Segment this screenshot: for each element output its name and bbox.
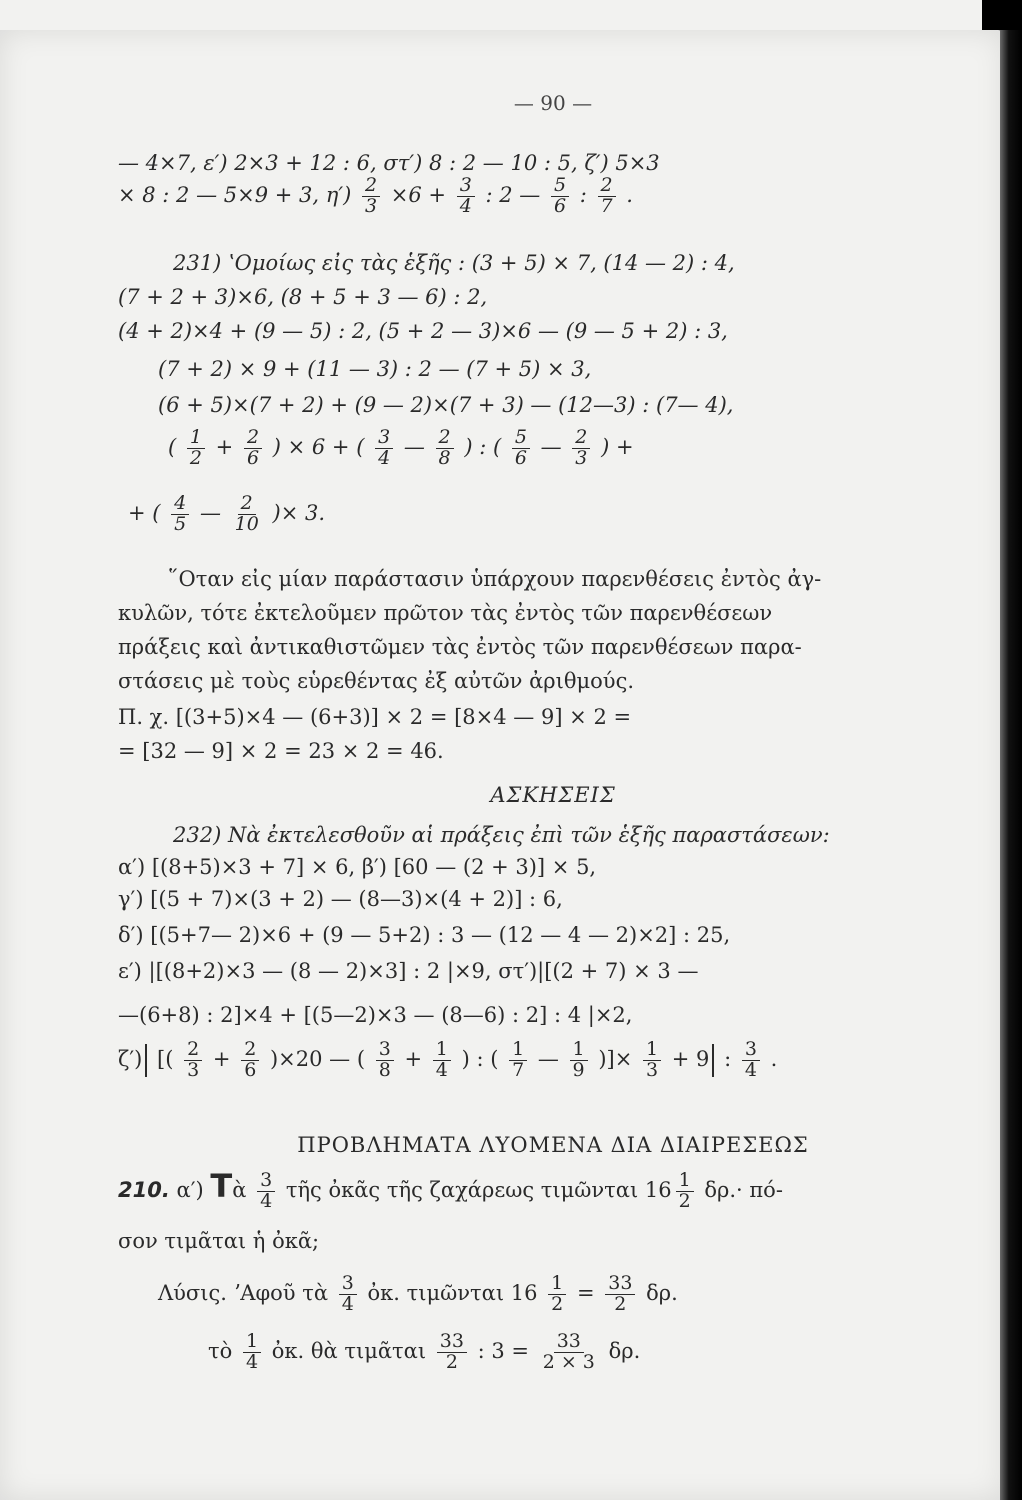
fraction: $\frac{1}{7}$ [509,1040,527,1081]
exercise-line: (7 + 2) × 9 + (11 — 3) : 2 — (7 + 5) × 3, [158,357,592,381]
page-content [118,0,988,1470]
fraction: $\frac{3}{4}$ [742,1040,760,1081]
exercise-item: ε′) |[(8+2)×3 — (8 — 2)×3] : 2 |×9, στ′)|[(2 + 7) × 3 — [118,959,699,983]
exercise-232-heading: 232) Νὰ ἐκτελεσθοῦν αἱ πράξεις ἐπὶ τῶν ἑξῆς παραστάσεων: [173,823,830,847]
fraction: $\frac{33}{2 \times 3}$ [542,1330,595,1373]
fraction: $\frac{2}{8}$ [436,428,454,469]
exercise-line: ( $\frac{1}{2}$ + $\frac{2}{6}$ ) × 6 + ( $\frac{3}{4}$ — $\frac{2}{8}$ ) : ( $\frac{5}{6}$ — $\frac{2}{3}$ ) + [168,426,634,469]
fraction: $\frac{3}{4}$ [257,1171,275,1212]
exercise-item: ζ′) [( $\frac{2}{3}$ + $\frac{2}{6}$ )×20 — ( $\frac{3}{8}$ + $\frac{1}{4}$ ) : ( $\frac{1}{7}$ — $\frac{1}{9}$ )]× $\frac{1}{3}$ + 9 : $\frac{3}{4}$ . [118,1038,778,1081]
exercise-item: α′) [(8+5)×3 + 7] × 6, β′) [60 — (2 + 3)] × 5, [118,855,597,879]
fraction: $\frac{1}{4}$ [243,1332,261,1373]
fraction: $\frac{2}{6}$ [244,428,262,469]
section-heading: ΑΣΚΗΣΕΙΣ [490,783,616,807]
fraction: $\frac{1}{2}$ [187,428,205,469]
fraction: $\frac{2}{6}$ [241,1040,259,1081]
exercise-line: + ( $\frac{4}{5}$ — $\frac{2}{10}$ )× 3. [128,492,325,535]
fraction: $\frac{4}{5}$ [171,494,189,535]
fraction: $\frac{1}{2}$ [548,1274,566,1315]
fraction: $\frac{5}{6}$ [512,428,530,469]
fraction: $\frac{2}{3}$ [362,176,380,217]
fraction: $\frac{1}{2}$ [676,1171,694,1212]
fraction: $\frac{1}{4}$ [433,1040,451,1081]
example-line: Π. χ. [(3+5)×4 — (6+3)] × 2 = [8×4 — 9] × 2 = [118,705,632,729]
problems-heading: ΠΡΟΒΛΗΜΑΤΑ ΛΥΟΜΕΝΑ ΔΙΑ ΔΙΑΙΡΕΣΕΩΣ [297,1133,809,1157]
solution-line: τὸ $\frac{1}{4}$ ὀκ. θὰ τιμᾶται $\frac{33}{2}$ : 3 = $\frac{33}{2 \times 3}$ δρ. [208,1330,641,1373]
fraction: $\frac{3}{4}$ [375,428,393,469]
scan-corner [982,0,1022,30]
paragraph-line: κυλῶν, τότε ἐκτελοῦμεν πρῶτον τὰς ἐντὸς τῶν παρενθέσεων [118,601,773,625]
problem-210: 210. α′) Τὰ $\frac{3}{4}$ τῆς ὀκᾶς τῆς ζαχάρεως τιμῶνται 16 $\frac{1}{2}$ δρ.· πό- [118,1167,783,1212]
book-spine-shadow [1000,0,1022,1500]
solution-line: Λύσις. ʼΑφοῦ τὰ $\frac{3}{4}$ ὀκ. τιμῶνται 16 $\frac{1}{2}$ = $\frac{33}{2}$ δρ. [158,1272,678,1315]
exercise-line: — 4×7, ε′) 2×3 + 12 : 6, στ′) 8 : 2 — 10 : 5, ζ′) 5×3 [118,151,660,175]
exercise-line: (6 + 5)×(7 + 2) + (9 — 2)×(7 + 3) — (12—3) : (7— 4), [158,393,734,417]
problem-210-line2: σον τιμᾶται ἡ ὀκᾶ; [118,1229,320,1253]
fraction: $\frac{3}{4}$ [457,176,475,217]
fraction: $\frac{3}{4}$ [339,1274,357,1315]
fraction: $\frac{2}{3}$ [572,428,590,469]
fraction: $\frac{1}{3}$ [643,1040,661,1081]
fraction: $\frac{1}{9}$ [570,1040,588,1081]
exercise-line: (4 + 2)×4 + (9 — 5) : 2, (5 + 2 — 3)×6 — (9 — 5 + 2) : 3, [118,319,728,343]
fraction: $\frac{2}{10}$ [234,492,259,535]
example-line: = [32 — 9] × 2 = 23 × 2 = 46. [118,739,444,763]
fraction: $\frac{5}{6}$ [551,176,569,217]
page-number: — 90 — [513,91,593,115]
exercise-item: δ′) [(5+7— 2)×6 + (9 — 5+2) : 3 — (12 — 4 — 2)×2] : 25, [118,923,731,947]
paragraph-line: ῞Οταν εἰς μίαν παράστασιν ὑπάρχουν παρενθέσεις ἐντὸς ἀγ- [168,567,822,591]
fraction: $\frac{33}{2}$ [605,1274,635,1315]
fraction: $\frac{3}{8}$ [376,1040,394,1081]
fraction: $\frac{2}{7}$ [598,176,616,217]
exercise-item: γ′) [(5 + 7)×(3 + 2) — (8—3)×(4 + 2)] : 6, [118,887,563,911]
fraction: $\frac{2}{3}$ [184,1040,202,1081]
paragraph-line: πράξεις καὶ ἀντικαθιστῶμεν τὰς ἐντὸς τῶν παρενθέσεων παρα- [118,635,802,659]
exercise-line: × 8 : 2 — 5×9 + 3, η′) $\frac{2}{3}$ ×6 + $\frac{3}{4}$ : 2 — $\frac{5}{6}$ : $\frac{2}{7}$ . [118,174,633,217]
exercise-231-heading: 231) ʽΟμοίως εἰς τὰς ἑξῆς : (3 + 5) × 7, (14 — 2) : 4, [173,251,735,275]
exercise-item: —(6+8) : 2]×4 + [(5—2)×3 — (8—6) : 2] : 4 |×2, [118,1003,633,1027]
exercise-line: (7 + 2 + 3)×6, (8 + 5 + 3 — 6) : 2, [118,285,488,309]
fraction: $\frac{33}{2}$ [437,1332,467,1373]
paragraph-line: στάσεις μὲ τοὺς εὑρεθέντας ἐξ αὐτῶν ἀριθμούς. [118,669,635,693]
